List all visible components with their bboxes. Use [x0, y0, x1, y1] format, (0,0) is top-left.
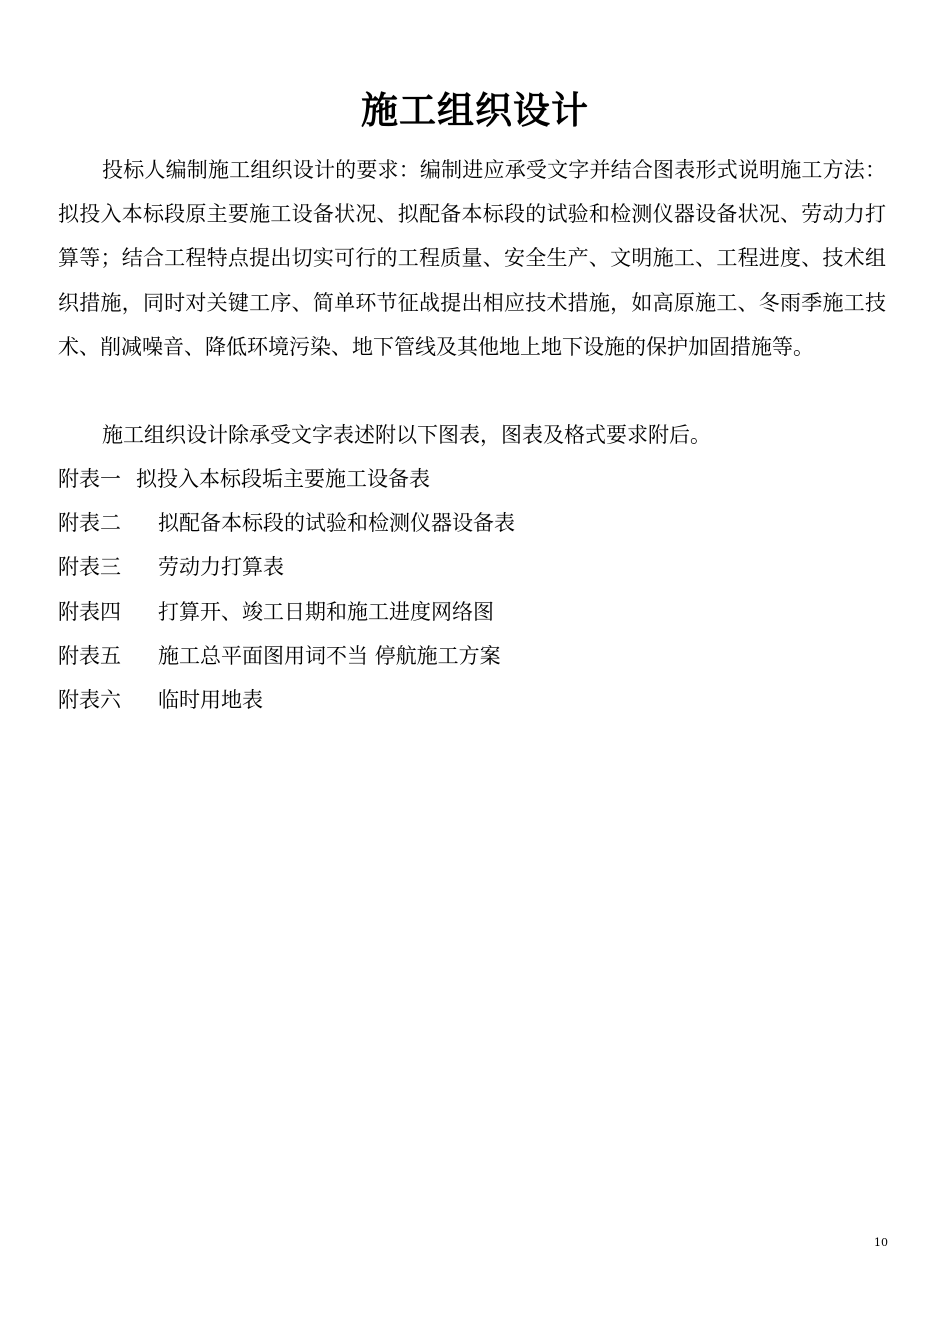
appendix-item-5: [58, 634, 886, 678]
appendix-label: 附表三: [58, 555, 121, 580]
appendix-label: 附表二: [58, 511, 121, 536]
appendix-list: [58, 457, 886, 722]
appendix-text: 拟投入本标段垢主要施工设备表: [136, 467, 430, 491]
appendix-text: 临时用地表: [158, 687, 263, 712]
appendix-label: 附表一: [58, 467, 121, 491]
appendix-label: 附表六: [58, 687, 121, 712]
appendix-label: 附表五: [58, 643, 121, 668]
appendix-text: 施工总平面图用词不当 停航施工方案: [158, 643, 501, 668]
appendix-item-3: [58, 545, 886, 589]
page-title: 施工组织设计: [361, 88, 589, 132]
appendix-text: 拟配备本标段的试验和检测仪器设备表: [158, 511, 515, 536]
requirements-paragraph: 投标人编制施工组织设计的要求：编制进应承受文字并结合图表形式说明施工方法：拟投入本标段原主要施工设备状况、拟配备本标段的试验和检测仪器设备状况、劳动力打算等；结合工程特点提出切实可行的工程质量、安全生产、文明施工、工程进度、技术组织措施，同时对关键工序、简单环节征战提出相应技术措施，如高原施工、冬雨季施工技术、削减噪音、降低环境污染、地下管线及其他地上地下设施的保护加固措施等。: [58, 158, 886, 359]
appendix-item-2: [58, 501, 886, 545]
appendix-label: 附表四: [58, 599, 121, 624]
appendix-text: 劳动力打算表: [158, 555, 284, 580]
appendix-item-1: [58, 457, 886, 501]
page-number: 10: [874, 1236, 888, 1249]
appendix-text: 打算开、竣工日期和施工进度网络图: [158, 599, 494, 624]
appendix-intro-paragraph: 施工组织设计除承受文字表述附以下图表，图表及格式要求附后。: [102, 423, 711, 447]
appendix-item-6: [58, 678, 886, 722]
appendix-item-4: [58, 590, 886, 634]
